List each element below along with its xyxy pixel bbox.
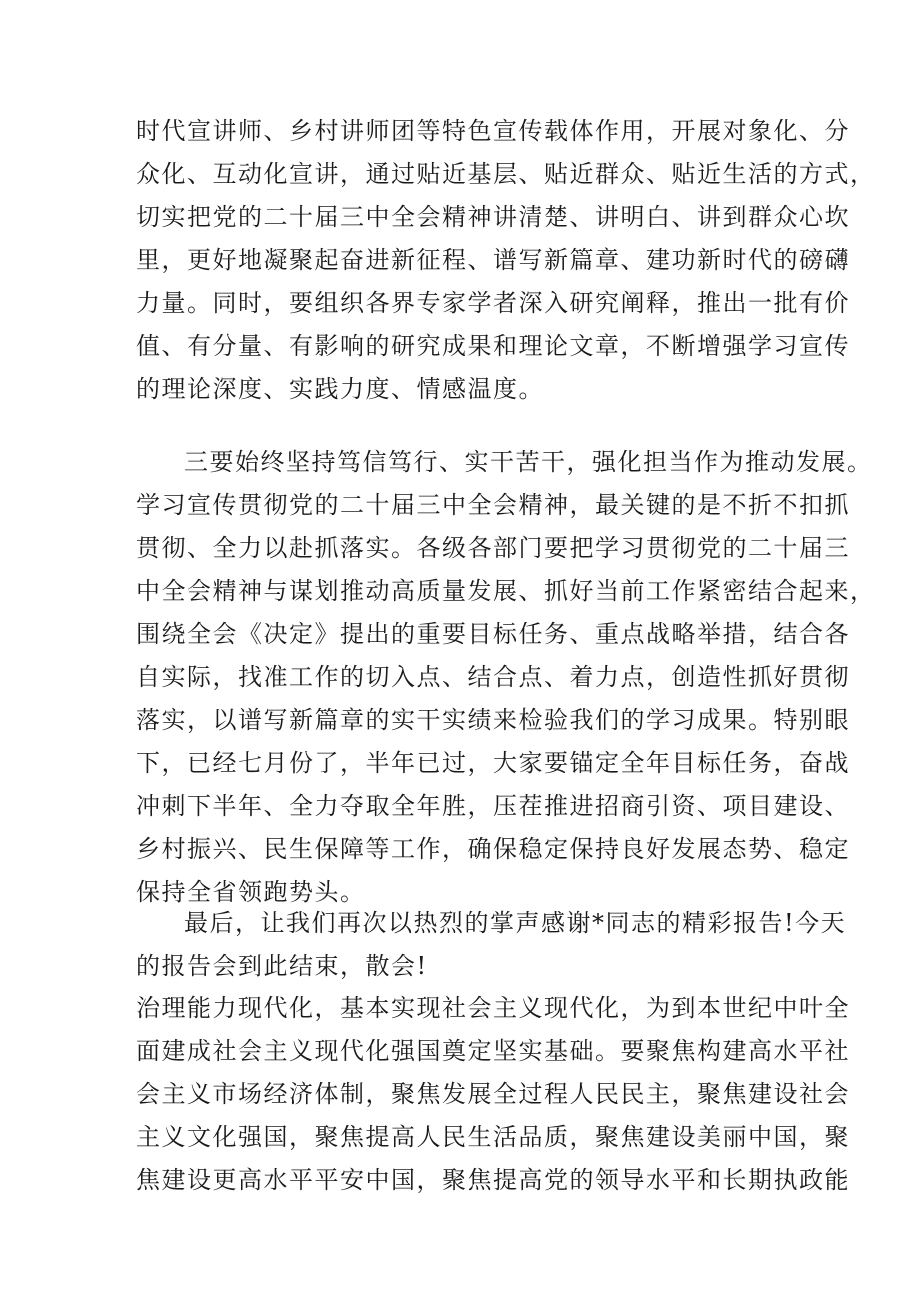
text-line: 围绕全会《决定》提出的重要目标任务、重点战略举措，结合各 (136, 620, 850, 648)
text-line: 焦建设更高水平平安中国，聚焦提高党的领导水平和长期执政能 (136, 1166, 850, 1194)
text-line: 三要始终坚持笃信笃行、实干苦干，强化担当作为推动发展。 (184, 448, 873, 476)
text-line: 乡村振兴、民生保障等工作，确保稳定保持良好发展态势、稳定 (136, 835, 850, 863)
text-line: 自实际，找准工作的切入点、结合点、着力点，创造性抓好贯彻 (136, 663, 850, 691)
text-line: 下，已经七月份了，半年已过，大家要锚定全年目标任务，奋战 (136, 749, 850, 777)
text-line: 力量。同时，要组织各界专家学者深入研究阐释，推出一批有价 (136, 289, 850, 317)
text-line: 最后，让我们再次以热烈的掌声感谢*同志的精彩报告!今天 (184, 909, 847, 937)
text-line: 的报告会到此结束，散会! (136, 952, 428, 980)
text-line: 治理能力现代化，基本实现社会主义现代化，为到本世纪中叶全 (136, 994, 850, 1022)
paragraph-continuation (136, 110, 876, 411)
text-line: 冲刺下半年、全力夺取全年胜，压茬推进招商引资、项目建设、 (136, 792, 850, 820)
paragraph-closing (136, 902, 847, 988)
text-line: 众化、互动化宣讲，通过贴近基层、贴近群众、贴近生活的方式， (136, 160, 876, 188)
text-line: 会主义市场经济体制，聚焦发展全过程人民民主，聚焦建设社会 (136, 1080, 850, 1108)
text-line: 保持全省领跑势头。 (136, 878, 366, 906)
text-line: 面建成社会主义现代化强国奠定坚实基础。要聚焦构建高水平社 (136, 1037, 850, 1065)
text-line: 中全会精神与谋划推动高质量发展、抓好当前工作紧密结合起来， (136, 577, 876, 605)
text-line: 里，更好地凝聚起奋进新征程、谱写新篇章、建功新时代的磅礴 (136, 246, 850, 274)
text-line: 值、有分量、有影响的研究成果和理论文章，不断增强学习宣传 (136, 332, 850, 360)
text-line: 主义文化强国，聚焦提高人民生活品质，聚焦建设美丽中国，聚 (136, 1123, 850, 1151)
text-line: 时代宣讲师、乡村讲师团等特色宣传载体作用，开展对象化、分 (136, 117, 850, 145)
text-line: 落实，以谱写新篇章的实干实绩来检验我们的学习成果。特别眼 (136, 706, 850, 734)
text-line: 贯彻、全力以赴抓落实。各级各部门要把学习贯彻党的二十届三 (136, 534, 850, 562)
text-line: 切实把党的二十届三中全会精神讲清楚、讲明白、讲到群众心坎 (136, 203, 850, 231)
paragraph-appended (136, 987, 850, 1202)
paragraph-three (136, 441, 876, 914)
text-line: 学习宣传贯彻党的二十届三中全会精神，最关键的是不折不扣抓 (136, 491, 850, 519)
text-line: 的理论深度、实践力度、情感温度。 (136, 375, 544, 403)
